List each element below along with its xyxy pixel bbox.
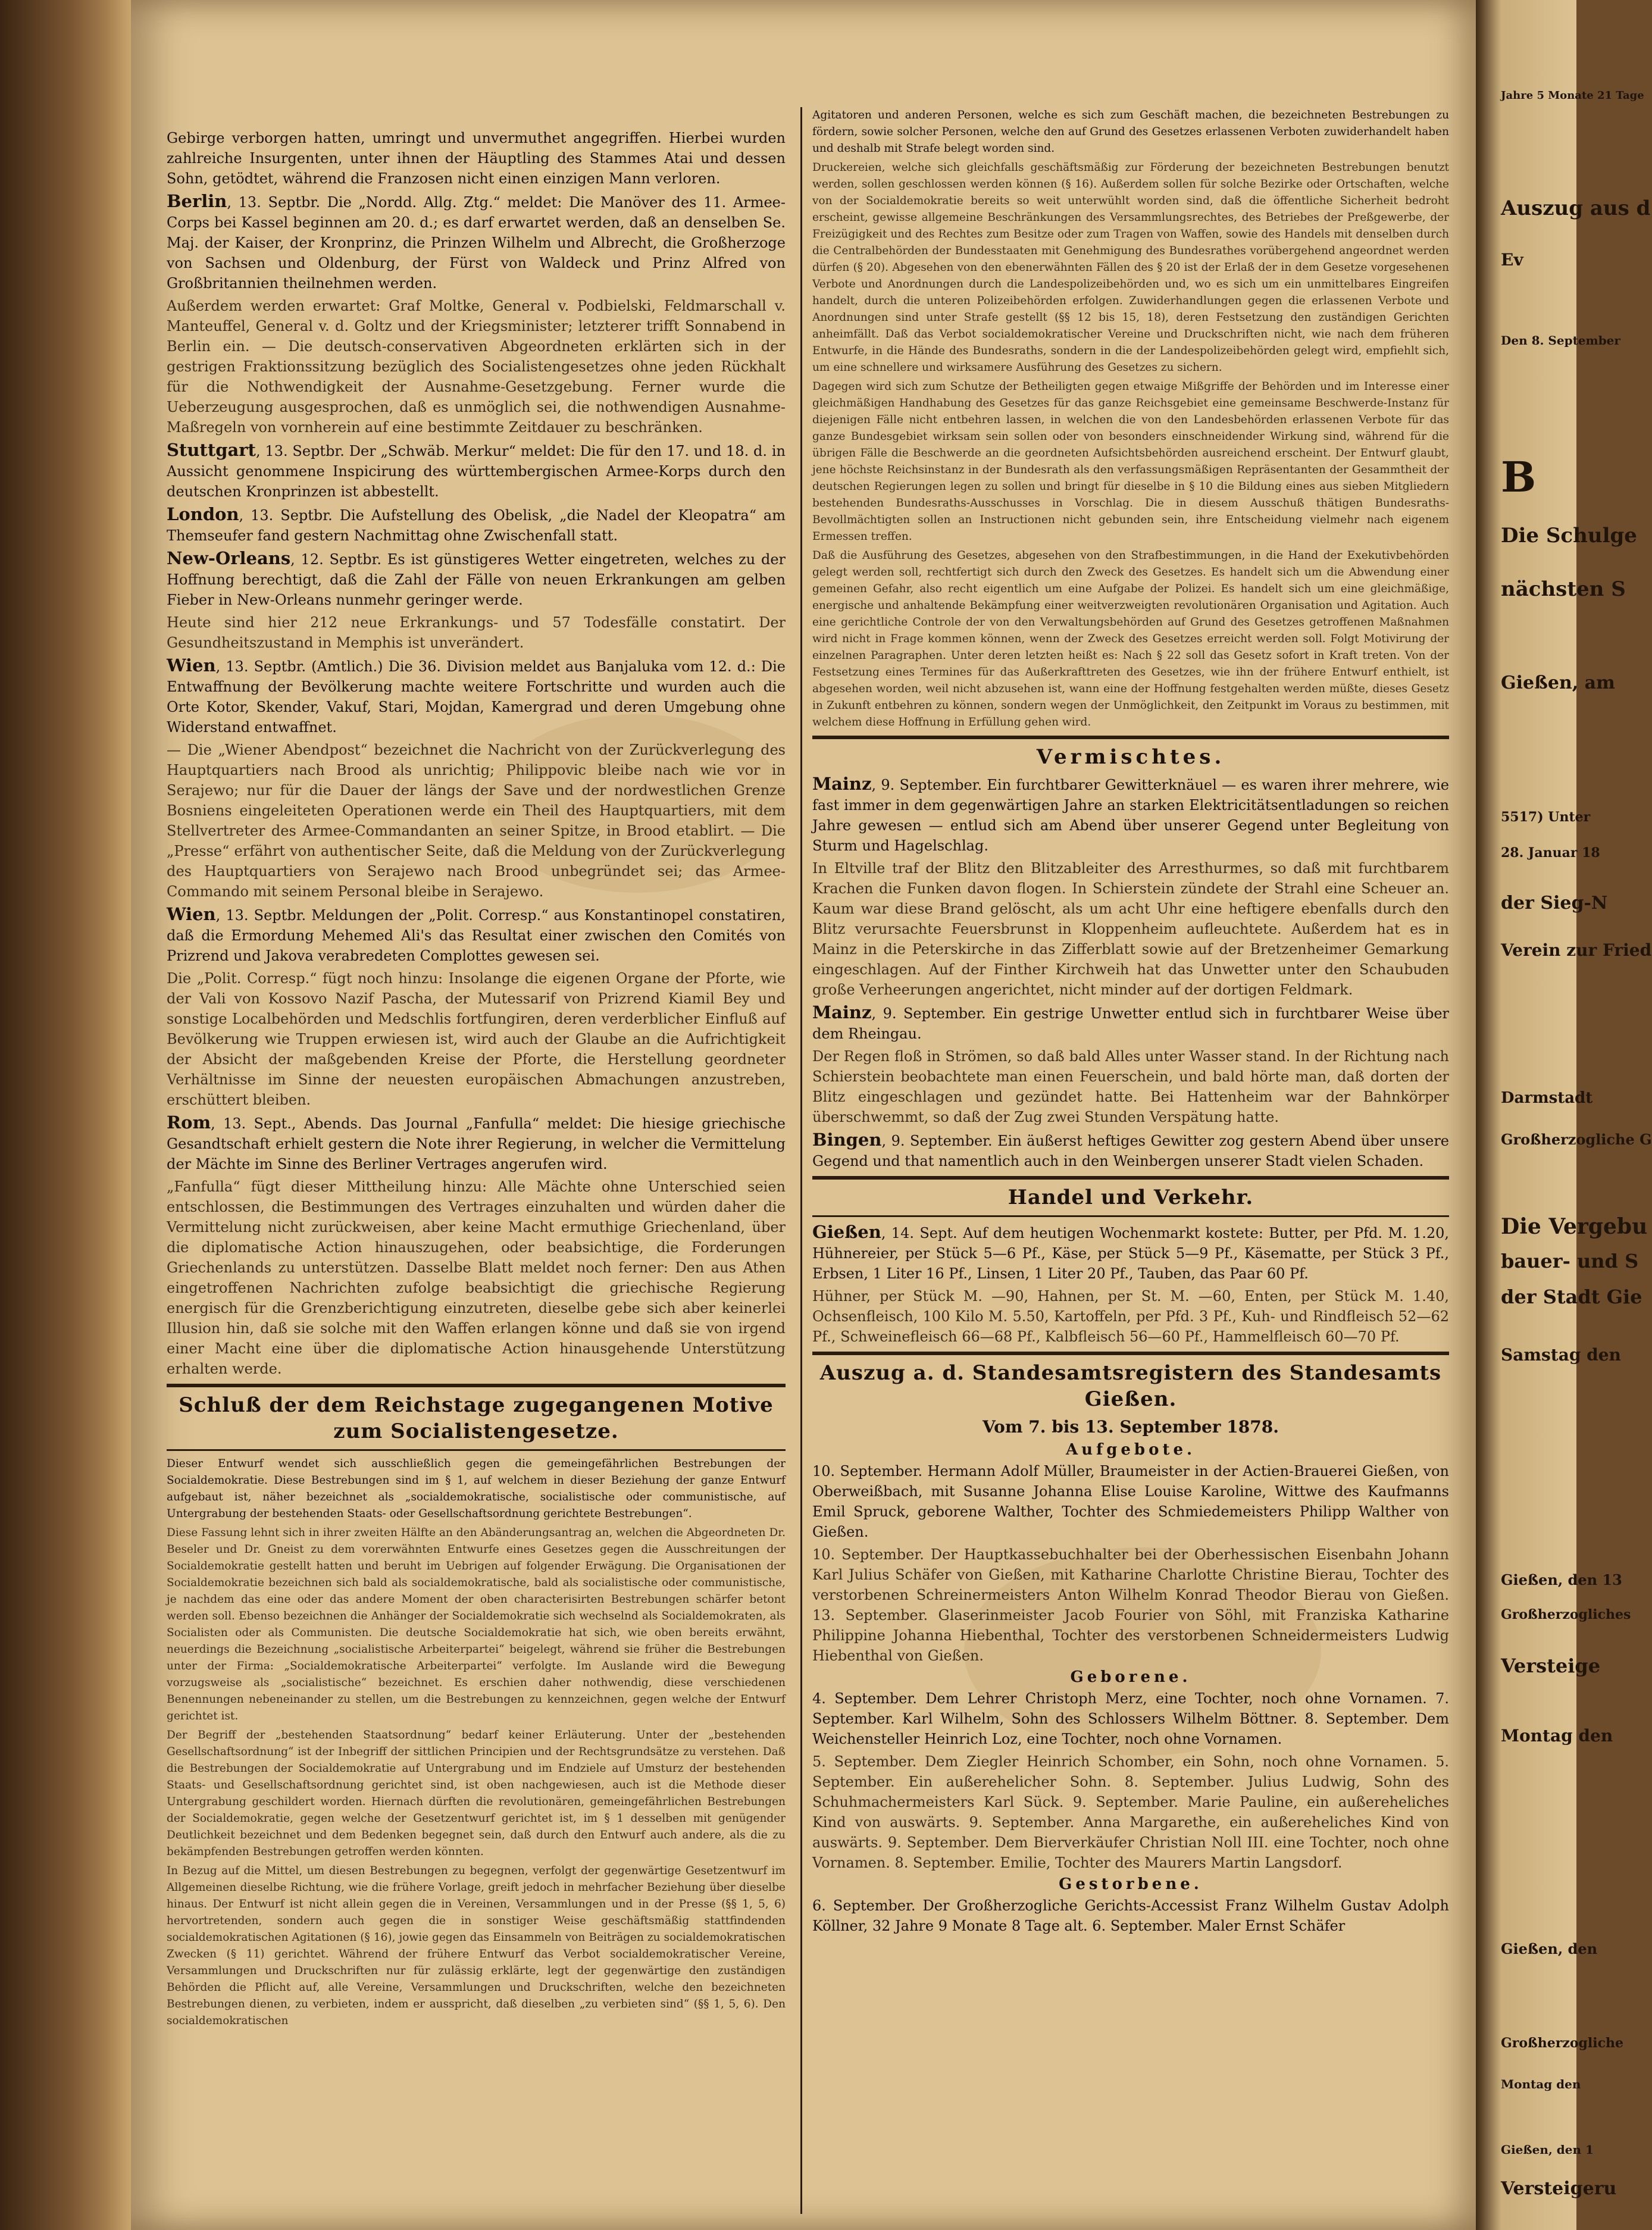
text-placeholder: Diese Fassung lehnt sich in ihrer zweiten Hälfte an den Abänderungsantrag an, welchen die Abgeordneten Dr. Beseler und Dr. Gneist zu dem vorerwähnten Entwurfe eines Gesetzes gegen die Ausschreitungen der Socialdemokratie gestellt hatten und beruht im Uebrigen auf folgender Erwägung. Die Organisationen der Socialdemokratie bezeichnen sich bald als socialdemokratische, bald als socialistische oder communistische, je nachdem das eine oder das andere Moment der oben characterisirten Bestrebungen schärfer betont werden soll. Ebenso bezeichnen die Anhänger der Socialdemokratie sich wechselnd als Socialdemokraten, als Socialisten oder als Communisten. Die deutsche Socialdemokratie hat sich, wie oben bereits erwähnt, neuerdings die Bezeichnung „socialistische Arbeiterpartei“ beigelegt, während sie früher die Bestrebungen unter der Firma: „Socialdemokratische Arbeiterpartei“ verfolgte. Im Auslande wird die Bewegung vorzugsweise als „socialistische“ bezeichnet. Es erschien daher nothwendig, diese verschiedenen Benennungen nebeneinander zu stellen, um die Bestrebungen zu kennzeichnen, gegen welche der Entwurf gerichtet ist. — [167, 1527, 786, 1722]
section-rule — [812, 1215, 1449, 1217]
adjacent-page-fragment: Gießen, den 1 — [1501, 2143, 1594, 2157]
text-placeholder: Die „Polit. Corresp.“ fügt noch hinzu: Insolange die eigenen Organe der Pforte, wie der Vali von Kossovo Nazif Pascha, der Mutessarif von Prizrend Kiamil Bey und sonstige Localbehörden und Medschlis fortfungiren, deren verderblicher Einfluß auf Bevölkerung wie Truppen erwiesen ist, wird auch der Glaube an die Aufrichtigkeit der Absicht der maßgebenden Kreise der Pforte, die Herstellung geordneter Verhältnisse im Sinne der neuesten europäischen Abmachungen anzustreben, erschüttert bleiben. — [167, 970, 786, 1108]
dateline: Mainz — [812, 1002, 872, 1022]
adjacent-page-fragment: Verein zur Fried — [1501, 940, 1652, 960]
section-heading-handel: Handel und Verkehr. — [1008, 1186, 1254, 1209]
text-placeholder: Außerdem werden erwartet: Graf Moltke, General v. Podbielski, Feldmarschall v. Manteuffel, General v. d. Goltz und der Kriegsminister; letzterer trifft Sonnabend in Berlin ein. — Die deutsch-conservativen Abgeordneten erklärten sich in der gestrigen Fraktionssitzung bezüglich des Socialistengesetzes ohne jeden Rückhalt für die Nothwendigkeit der Ausnahme-Gesetzgebung. Ferner wurde die Ueberzeugung ausgesprochen, daß es unmöglich sei, die nothwendigen Ausnahme-Maßregeln von vornherein auf eine bestimmte Zeitdauer zu beschränken. — [167, 298, 786, 436]
aufgebote-heading: Aufgebote. — [1065, 1441, 1196, 1459]
adjacent-page-fragment: bauer- und S — [1501, 1250, 1639, 1272]
text-placeholder: „Fanfulla“ fügt dieser Mittheilung hinzu: Alle Mächte ohne Unterschied seien entschlossen, die Bestimmungen des Vertrages einzuhalten und würden daher die Vermittelung nicht zurückweisen, aber keine Macht ermuthige Griechenland, über die diplomatische Action hinauszugehen, oder beabsichtige, die Forderungen Griechenlands zu unterstützen. Dasselbe Blatt meldet noch ferner: Den aus Athen eingetroffenen Nachrichten zufolge beabsichtigt die griechische Regierung energisch für die Grenzberichtigung einzutreten, dieselbe gebe sich aber keinerlei Illusion hin, daß sie solche mit den Waffen erlangen könne und daß sie von irgend einer Macht eine über die diplomatische Action hinausgehende Unterstützung erhalten werde. — [167, 1178, 786, 1377]
text-placeholder: 10. September. Der Hauptkassebuchhalter bei der Oberhessischen Eisenbahn Johann Karl Julius Schäfer von Gießen, mit Katharine Charlotte Christine Bierau, Tochter des verstorbenen Schreinermeisters Anton Wilhelm Konrad Theodor Bierau von Gießen. 13. September. Glaserinmeister Jacob Fourier von Söhl, mit Franziska Katharine Philippine Johanna Hiebenthal, Tochter des verstorbenen Schneidermeisters Ludwig Hiebenthal von Gießen. — [812, 1546, 1449, 1664]
adjacent-page-fragment: 28. Januar 18 — [1501, 845, 1600, 861]
news-item — [167, 904, 786, 966]
text-placeholder: In Bezug auf die Mittel, um diesen Bestrebungen zu begegnen, verfolgt der gegenwärtige Gesetzentwurf im Allgemeinen dieselbe Richtung, wie die frühere Vorlage, greift jedoch in mehrfacher Beziehung über dieselbe hinaus. Der Entwurf ist nicht allein gegen die in Vereinen, Versammlungen und in der Presse (§§ 1, 5, 6) hervortretenden, sondern auch gegen die in sonstiger Weise geschäftsmäßig stattfindenden socialdemokratischen Agitationen (§ 16), jowie gegen das Einsammeln von Beiträgen zu socialdemokratischen Zwecken (§ 11) gerichtet. Während der frühere Entwurf das Verbot socialdemokratischer Vereine, Versammlungen und Druckschriften nur für zulässig erklärte, legt der gegenwärtige den zuständigen Behörden die Pflicht auf, alle Vereine, Versammlungen und Druckschriften, welche den bezeichneten Bestrebungen dienen, zu verbieten, indem er ausspricht, daß dieselben „zu verbieten sind“ (§§ 1, 5, 6). Den socialdemokratischen — [167, 1865, 786, 2027]
text-placeholder: In Eltville traf der Blitz den Blitzableiter des Arresthurmes, so daß mit furchtbarem Krachen die Funken davon flogen. In Schierstein zündete der Strahl eine Scheuer an. Kaum war diese Brand gelöscht, als um acht Uhr eine heftigere ebenfalls durch den Blitz verursachte Feuersbrunst in Kloppenheim aufleuchtete. Außerdem hat es in Mainz in die Peterskirche in das Zifferblatt sowie auf der Bretzenheimer Gemarkung eingeschlagen. Auf der Finther Kirchweih hat das Unwetter unter den Schaubuden große Verheerungen angerichtet, nicht minder auf der dortigen Feldmark. — [812, 860, 1449, 998]
section-rule — [812, 736, 1449, 739]
news-lead: , 13. Septbr. (Amtlich.) Die 36. Division meldet aus Banjaluka vom 12. d.: Die Entwaffnung der Bevölkerung machte weitere Fortschritte und wurden auch die Orte Kotor, Skender, Vakuf, Stari, Mojdan, Kamergrad und deren Umgebung ohne Widerstand entwaffnet. — [167, 658, 786, 736]
market-lead: , 14. Sept. Auf dem heutigen Wochenmarkt kostete: Butter, per Pfd. M. 1.20, Hühnereier, per Stück 5—6 Pf., Käse, per Stück 5—9 Pf., Käsematte, per Stück 3 Pf., Erbsen, 1 Liter 16 Pf., Linsen, 1 Liter 20 Pf., Tauben, das Paar 60 Pf. — [812, 1225, 1449, 1282]
adjacent-page-fragment: 5517) Unter — [1501, 809, 1591, 825]
section-rule — [167, 1449, 786, 1451]
news-lead: , 9. September. Ein gestrige Unwetter entlud sich in furchtbarer Weise über dem Rheingau. — [812, 1005, 1449, 1042]
adjacent-page-fragment: Montag den — [1501, 2077, 1581, 2091]
section-rule — [167, 1384, 786, 1387]
text-placeholder: Druckereien, welche sich gleichfalls geschäftsmäßig zur Förderung der bezeichneten Bestrebungen benutzt werden, sollen geschlossen werden können (§ 16). Außerdem sollen für solche Bezirke oder Ortschaften, welche von der Socialdemokratie bereits so weit unterwühlt worden sind, daß die öffentliche Sicherheit bedroht erscheint, gewisse allgemeine Beschränkungen des Versammlungsrechtes, des Betriebes der Preßgewerbe, der Freizügigkeit und des Rechtes zum Besitze oder zum Tragen von Waffen, sowie des Handels mit denselben durch die Centralbehörden der Bundesstaaten mit Genehmigung des Bundesrathes vorübergehend angeordnet werden dürfen (§ 20). Abgesehen von den ebenerwähnten Fällen des § 20 ist der Erlaß der in dem Gesetze vorgesehenen Verbote und Anordnungen durch die Landespolizeibehörden und, wo es sich um ein unmittelbares Eingreifen handelt, durch die unteren Polizeibehörden erfolgen. Zuwiderhandlungen gegen die erlassenen Verbote und Anordnungen sind unter Strafe gestellt (§§ 12 bis 15, 18), deren Festsetzung den zuständigen Gerichten anheimfällt. Daß das Verbot socialdemokratischer Vereine und Druckschriften nicht, wie nach dem früheren Entwurfe, in die Hände des Bundesraths, sondern in die der Landespolizeibehörden gelegt wird, empfiehlt sich, um eine schnellere und wirksamere Ausführung des Gesetzes zu sichern. — [812, 161, 1449, 374]
news-item — [812, 1002, 1449, 1044]
news-item — [167, 504, 786, 546]
news-lead: , 13. Septbr. Meldungen der „Polit. Corresp.“ aus Konstantinopel constatiren, daß die Ermordung Mehemed Ali's das Resultat einer zwischen den Comités von Prizrend und Jakova verabredeten Complottes gewesen sei. — [167, 907, 786, 964]
right-column — [812, 107, 1449, 1938]
text-placeholder: 5. September. Dem Ziegler Heinrich Schomber, ein Sohn, noch ohne Vornamen. 5. September. Ein außerehelicher Sohn. 8. September. Julius Ludwig, Sohn des Schuhmachermeisters Karl Sück. 9. September. Marie Pauline, ein außereheliches Kind von auswärts. 9. September. Anna Margarethe, ein außereheliches Kind von auswärts. 9. September. Dem Bierverkäufer Christian Noll III. eine Tochter, noch ohne Vornamen. 8. September. Emilie, Tochter des Maurers Martin Langsdorf. — [812, 1753, 1449, 1871]
adjacent-page-fragment: Jahre 5 Monate 21 Tage — [1501, 89, 1644, 102]
dateline: Mainz — [812, 774, 872, 794]
text-placeholder: Der Begriff der „bestehenden Staatsordnung“ bedarf keiner Erläuterung. Unter der „bestehenden Gesellschaftsordnung“ ist der Inbegriff der sittlichen Principien und der Rechtsgrundsätze zu verstehen. Daß die Bestrebungen der Socialdemokratie auf Untergrabung und im Endziele auf Umsturz der bestehenden Staats- und Gesellschaftsordnung gerichtet sind, ist oben nachgewiesen, auch ist die Methode dieser Untergrabung geschildert worden. Hiernach dürften die revolutionären, gemeingefährlichen Bestrebungen der Socialdemokratie, gegen welche der Gesetzentwurf gerichtet ist, im § 1 desselben mit genügender Deutlichkeit bezeichnet und dem Bedenken begegnet sein, daß durch den Entwurf auch andere, als die zu bekämpfenden Bestrebungen getroffen werden könnten. — [167, 1729, 786, 1858]
section-rule — [812, 1352, 1449, 1355]
article-continuation: Gebirge verborgen hatten, umringt und unvermuthet angegriffen. Hierbei wurden zahlreiche Insurgenten, unter ihnen der Häuptling des Stammes Atai und dessen Sohn, getödtet, während die Franzosen nicht einen einzigen Mann verloren. — [167, 130, 786, 187]
column-divider — [800, 107, 802, 2214]
geborene-heading: Geborene. — [1070, 1668, 1191, 1686]
adjacent-page-fragment: Großherzogliche G — [1501, 1131, 1652, 1148]
section-rule — [812, 1176, 1449, 1180]
adjacent-page-fragment: der Sieg-N — [1501, 893, 1608, 914]
gestorbene-heading: Gestorbene. — [1059, 1875, 1203, 1893]
register-entry: 10. September. Hermann Adolf Müller, Braumeister in der Actien-Brauerei Gießen, von Oberweißbach, mit Susanne Johanna Elise Louise Karoline, Wittwe des Kaufmanns Emil Spruck, geborene Walther, Tochter des Schmiedemeisters Philipp Walther von Gießen. — [812, 1463, 1449, 1540]
news-item — [167, 191, 786, 293]
adjacent-page-fragment: Die Schulge — [1501, 524, 1637, 548]
news-lead: , 9. September. Ein äußerst heftiges Gewitter zog gestern Abend über unsere Gegend und that namentlich auch in den Weinbergen unserer Stadt vielen Schaden. — [812, 1133, 1449, 1169]
date-range: Vom 7. bis 13. September 1878. — [983, 1417, 1279, 1437]
news-lead: , 13. Sept., Abends. Das Journal „Fanfulla“ meldet: Die hiesige griechische Gesandtschaft erhielt gestern die Note ihrer Regierung, in welcher die Vermittelung der Mächte im Sinne des Berliner Vertrages angerufen wird. — [167, 1115, 786, 1172]
news-item — [167, 440, 786, 502]
adjacent-page-fragment: Darmstadt — [1501, 1089, 1593, 1107]
news-item — [167, 655, 786, 737]
register-entry: 6. September. Der Großherzogliche Gerichts-Accessist Franz Wilhelm Gustav Adolph Köllner, 32 Jahre 9 Monate 8 Tage alt. 6. September. Maler Ernst Schäfer — [812, 1897, 1449, 1934]
news-lead: , 9. September. Ein furchtbarer Gewitterknäuel — es waren ihrer mehrere, wie fast immer in dem gegenwärtigen Jahre an starken Elektricitätsentladungen so reichen Jahre gewesen — entlud sich am Abend über unserer Gegend unter Begleitung von Sturm und Hagelschlag. — [812, 777, 1449, 854]
dateline: Stuttgart — [167, 440, 256, 460]
adjacent-page-fragment: Montag den — [1501, 1726, 1613, 1746]
dateline: New-Orleans — [167, 548, 291, 568]
adjacent-page-fragment: Gießen, den — [1501, 1940, 1598, 1957]
news-item — [167, 1112, 786, 1174]
book-spine-binding — [0, 0, 131, 2230]
section-heading: Schluß der dem Reichstage zugegangenen Motive zum Socialistengesetze. — [179, 1393, 774, 1443]
dateline: London — [167, 504, 239, 524]
register-entry: 4. September. Dem Lehrer Christoph Merz, eine Tochter, noch ohne Vornamen. 7. September. Karl Wilhelm, Sohn des Schlossers Wilhelm Böttner. 8. September. Dem Weichensteller Heinrich Loz, eine Tochter, noch ohne Vornamen. — [812, 1690, 1449, 1747]
text-placeholder: Dagegen wird sich zum Schutze der Betheiligten gegen etwaige Mißgriffe der Behörden und im Interesse einer gleichmäßigen Handhabung des Gesetzes für das ganze Reichsgebiet eine gemeinsame Beschwerde-Instanz für diejenigen Fälle nicht entbehren lassen, in welchen die von den Landesbehörden erlassenen Verbote für das ganze Bundesgebiet wirksam sein sollen oder von besonders einschneidender Wirkung sind, während für die übrigen Fälle die Beschwerde an die geordneten Aufsichtsbehörden ausreichend erscheint. Der Entwurf glaubt, jene höchste Reichsinstanz in der Bundesrath als den verfassungsmäßigen Repräsentanten der Gesammtheit der deutschen Regierungen legen zu sollen und bringt für dieselbe in § 10 die Bildung eines aus sieben Mitgliedern bestehenden Bundesraths-Ausschusses in Vorschlag. Die in diesem Ausschuß thätigen Bundesraths-Bevollmächtigten sollen an Instructionen nicht gebunden sein, ihre Entscheidung vielmehr nach eigenem Ermessen treffen. — [812, 380, 1449, 543]
dateline: Gießen — [812, 1222, 881, 1242]
dateline: Bingen — [812, 1130, 882, 1150]
adjacent-page-fragment: nächsten S — [1501, 577, 1626, 601]
article-lead: Dieser Entwurf wendet sich ausschließlich gegen die gemeingefährlichen Bestrebungen der Socialdemokratie. Diese Bestrebungen sind im § 1, auf welchem in dieser Beziehung der ganze Entwurf aufgebaut ist, näher bezeichnet als „socialdemokratische, socialistische oder communistische, auf Untergrabung der bestehenden Staats- oder Gesellschaftsordnung gerichtete Bestrebungen“. — [167, 1458, 786, 1520]
news-item — [167, 548, 786, 610]
section-heading-standesamt: Auszug a. d. Standesamtsregistern des Standesamts Gießen. — [819, 1361, 1442, 1411]
adjacent-page-fragment: Versteige — [1501, 1654, 1601, 1677]
section-heading-vermischtes: Vermischtes. — [1036, 745, 1225, 769]
text-placeholder: Hühner, per Stück M. —90, Hahnen, per St. M. —60, Enten, per Stück M. 1.40, Ochsenfleisch, 100 Kilo M. 5.50, Kartoffeln, per Pfd. 3 Pf., Kuh- und Rindfleisch 52—62 Pf., Schweinefleisch 66—68 Pf., Kalbfleisch 56—60 Pf., Hammelfleisch 60—70 Pf. — [812, 1288, 1449, 1345]
adjacent-page-fragment: Den 8. September — [1501, 333, 1620, 348]
adjacent-page-edge — [1476, 0, 1652, 2230]
news-lead: , 13. Septbr. Die Aufstellung des Obelisk, „die Nadel der Kleopatra“ am Themseufer fand gestern Nachmittag ohne Zwischenfall statt. — [167, 507, 786, 544]
dateline: Wien — [167, 655, 216, 675]
news-lead: , 13. Septbr. Der „Schwäb. Merkur“ meldet: Die für den 17. und 18. d. in Aussicht genommene Inspicirung des württembergischen Armee-Korps durch den deutschen Kronprinzen ist abbestellt. — [167, 443, 786, 500]
text-placeholder: — Die „Wiener Abendpost“ bezeichnet die Nachricht von der Zurückverlegung des Hauptquartiers nach Brood als unrichtig; Philippovic bleibe nach wie vor in Serajewo; nur für die Dauer der längs der Save und der nordwestlichen Grenze Bosniens eingeleiteten Operationen werde ein Theil des Hauptquartiers, mit dem Stellvertreter des Armee-Commandanten an seiner Spitze, in Brood etablirt. — Die „Presse“ erfährt von authentischer Seite, daß die Meldung von der Zurückverlegung des Hauptquartiers von Serajewo nach Brood unbegründet sei; das Armee-Commando mit seinem Personal bleibe in Serajewo. — [167, 742, 786, 900]
adjacent-page-fragment: Ev — [1501, 250, 1523, 270]
left-column — [167, 128, 786, 2032]
news-lead: , 13. Septbr. Die „Nordd. Allg. Ztg.“ meldet: Die Manöver des 11. Armee-Corps bei Kassel beginnen am 20. d.; es darf erwartet werden, daß an denselben Se. Maj. der Kaiser, der Kronprinz, die Prinzen Wilhelm und Albrecht, die Großherzoge von Sachsen und Oldenburg, der Fürst von Waldeck und Prinz Alfred von Großbritannien theilnehmen werden. — [167, 194, 786, 292]
adjacent-page-fragment: der Stadt Gie — [1501, 1286, 1642, 1308]
adjacent-page-fragment: Versteigeru — [1501, 2178, 1617, 2199]
dateline: Rom — [167, 1112, 211, 1133]
text-placeholder: Der Regen floß in Strömen, so daß bald Alles unter Wasser stand. In der Richtung nach Schierstein beobachtete man einen Feuerschein, und bald hörte man, daß dorten der Blitz eingeschlagen und gezündet hatte. Bei Hattenheim war der Bahnkörper überschwemmt, so daß der Zug zwei Stunden Verspätung hatte. — [812, 1048, 1449, 1125]
news-item — [812, 774, 1449, 856]
market-report — [812, 1222, 1449, 1284]
adjacent-page-fragment: B — [1501, 452, 1537, 502]
text-placeholder: Heute sind hier 212 neue Erkrankungs- und 57 Todesfälle constatirt. Der Gesundheitszustand in Memphis ist unverändert. — [167, 614, 786, 651]
article-continuation: Agitatoren und anderen Personen, welche es sich zum Geschäft machen, die bezeichneten Bestrebungen zu fördern, sowie solcher Personen, welche den auf Grund des Gesetzes erlassenen Verboten zuwiderhandelt haben und deshalb mit Strafe belegt worden sind. — [812, 109, 1449, 155]
adjacent-page-fragment: Großherzogliche — [1501, 2035, 1624, 2051]
adjacent-page-fragment: Samstag den — [1501, 1345, 1621, 1365]
text-placeholder: Daß die Ausführung des Gesetzes, abgesehen von den Strafbestimmungen, in die Hand der Exekutivbehörden gelegt werden soll, rechtfertigt sich durch den Zweck des Gesetzes. Es handelt sich um die Abwendung einer gemeinen Gefahr, also recht eigentlich um eine Aufgabe der Polizei. Es handelt sich um eine gleichmäßige, energische und anhaltende Bekämpfung einer weitverzweigten revolutionären Organisation und Agitation. Auch eine gerichtliche Controle der von den Verwaltungsbehörden auf Grund des Gesetzes getroffenen Maßnahmen wird nicht in Frage kommen können, wenn der Zweck des Gesetzes erreicht werden soll. Folgt Motivirung der einzelnen Paragraphen. Unter deren letzten heißt es: Nach § 22 soll das Gesetz sofort in Kraft treten. Von der Festsetzung eines Termines für das Außerkrafttreten des Gesetzes, wie ihn der frühere Entwurf enthielt, ist abgesehen worden, weil nicht abzusehen ist, wann eine der Hoffnung festgehalten werden müßte, dieses Gesetz in Zukunft entbehren zu können, sondern wegen der Unmöglichkeit, den Zeitpunkt im Voraus zu bestimmen, mit welchem diese Hoffnung in Erfüllung gehen wird. — [812, 549, 1449, 728]
adjacent-page-fragment: Gießen, den 13 — [1501, 1571, 1622, 1588]
dateline: Wien — [167, 904, 216, 924]
dateline: Berlin — [167, 191, 227, 211]
news-item — [812, 1130, 1449, 1171]
news-lead: , 12. Septbr. Es ist günstigeres Wetter eingetreten, welches zu der Hoffnung berechtigt, daß die Zahl der Fälle von neuen Erkrankungen am gelben Fieber in New-Orleans nunmehr geringer werde. — [167, 551, 786, 608]
adjacent-page-fragment: Großherzogliches — [1501, 1607, 1631, 1622]
adjacent-page-fragment: Gießen, am — [1501, 673, 1615, 693]
adjacent-page-fragment: Auszug aus d — [1501, 196, 1651, 220]
adjacent-page-fragment: Die Vergebu — [1501, 1214, 1648, 1239]
